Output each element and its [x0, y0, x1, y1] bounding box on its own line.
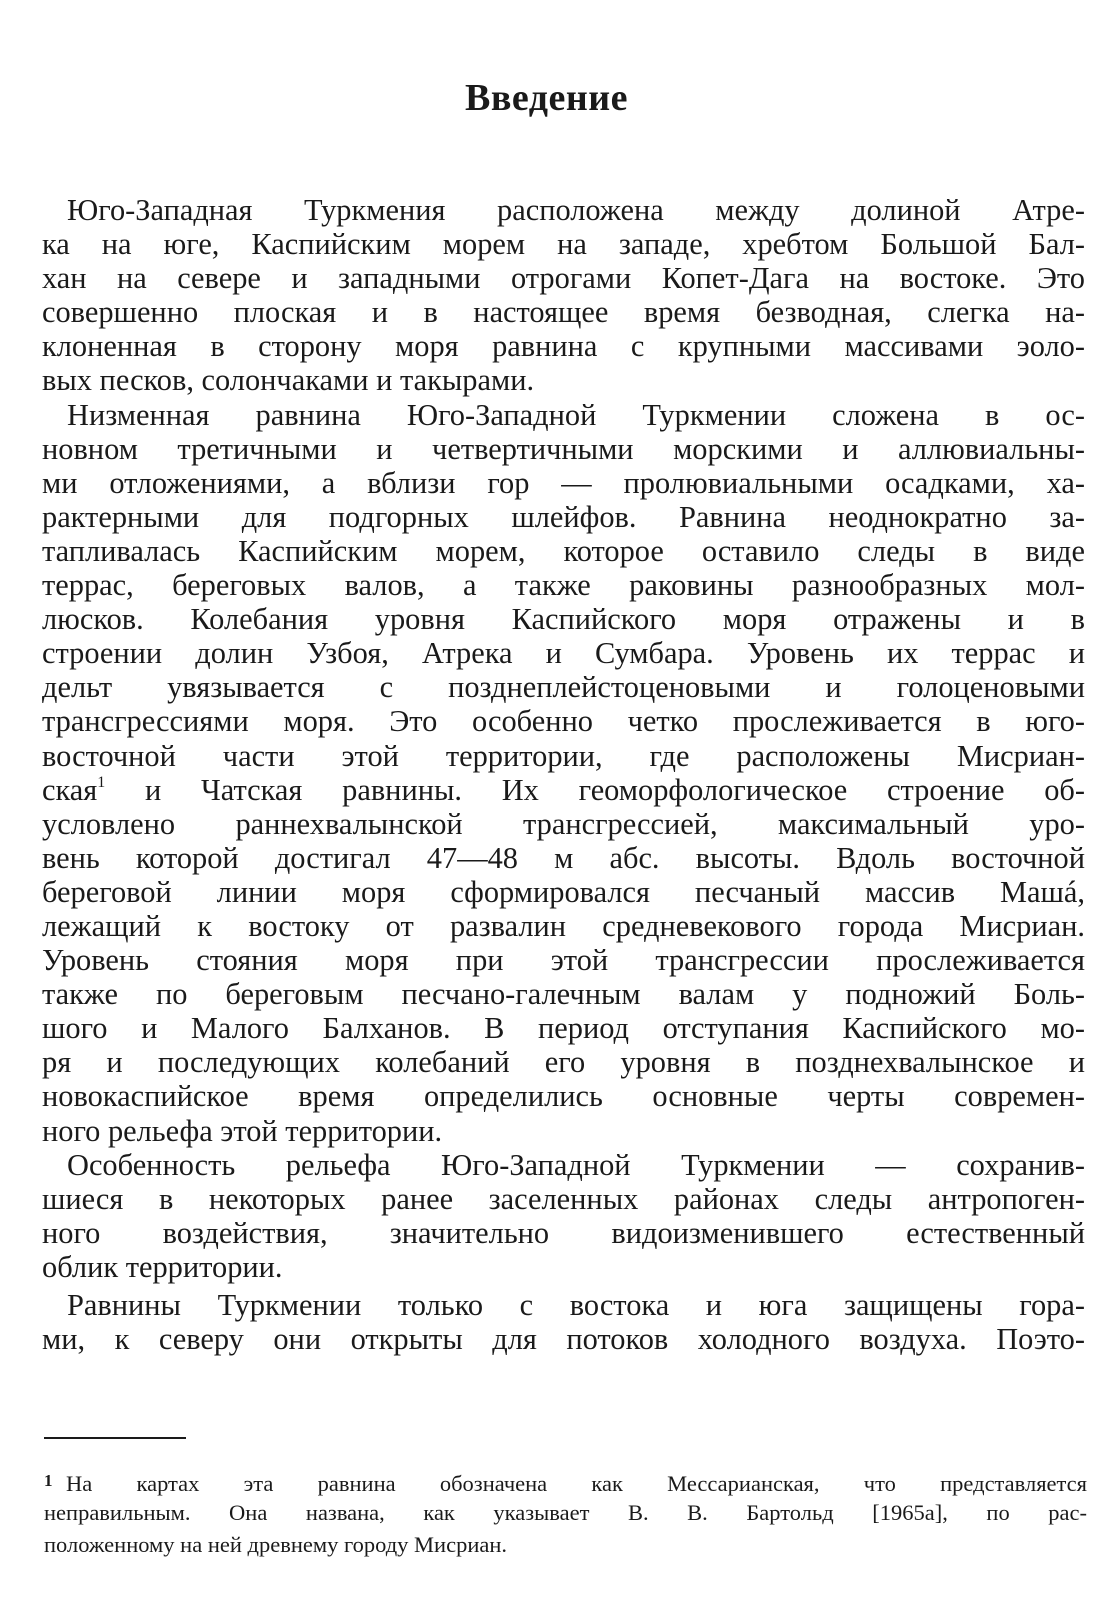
text-line: трансгрессиями моря. Это особенно четко прослеживается в юго- — [42, 704, 1085, 739]
text-line: Особенность рельефа Юго-Западной Туркмении — сохранив- — [67, 1147, 1085, 1182]
text-line: ми, к северу они открыты для потоков холодного воздуха. Поэто- — [42, 1322, 1085, 1357]
text-fragment: ская — [42, 772, 98, 807]
text-fragment: и Чатская равнины. Их геоморфологическое строение об- — [145, 772, 1085, 807]
text-line: береговой линии моря сформировался песчаный массив Машá, — [42, 874, 1085, 909]
text-line: лежащий к востоку от развалин средневекового города Мисриан. — [42, 908, 1085, 943]
text-line: шиеся в некоторых ранее заселенных районах следы антропоген- — [42, 1181, 1085, 1216]
text-line: террас, береговых валов, а также раковины разнообразных мол- — [42, 568, 1085, 603]
text-line: ря и последующих колебаний его уровня в позднехвалынское и — [42, 1045, 1085, 1080]
text-line: ка на юге, Каспийским морем на западе, хребтом Большой Бал- — [42, 227, 1085, 262]
paragraph-1 — [42, 193, 1085, 398]
paragraph-2 — [42, 398, 1085, 1148]
paragraph-4 — [42, 1288, 1085, 1356]
text-line: рактерными для подгорных шлейфов. Равнина неоднократно за- — [42, 499, 1085, 534]
text-line: вень которой достигал 47—48 м абс. высоты. Вдоль восточной — [42, 840, 1085, 875]
text-line: совершенно плоская и в настоящее время безводная, слегка на- — [42, 295, 1085, 330]
footnote-marker: 1 — [44, 1471, 53, 1490]
text-line: Равнины Туркмении только с востока и юга защищены гора- — [67, 1288, 1085, 1322]
footnote — [44, 1465, 1087, 1561]
footnote-divider — [44, 1437, 186, 1439]
body-text — [42, 193, 1085, 1356]
paragraph-3 — [42, 1148, 1085, 1284]
text-line: вых песков, солончаками и такырами. — [42, 363, 535, 398]
footnote-line: неправильным. Она названа, как указывает В. В. Бартольд [1965а], по рас- — [44, 1500, 1087, 1525]
text-line: Юго-Западная Туркмения расположена между долиной Атре- — [67, 193, 1085, 227]
text-line: ного рельефа этой территории. — [42, 1113, 443, 1148]
text-line: также по береговым песчано-галечным валам у подножий Боль- — [42, 977, 1085, 1012]
text-line: хан на севере и западными отрогами Копет-Дага на востоке. Это — [42, 261, 1085, 296]
text-line: Низменная равнина Юго-Западной Туркмении сложена в ос- — [67, 397, 1085, 432]
text-line: восточной части этой территории, где расположены Мисриан- — [42, 738, 1085, 773]
text-line: Уровень стояния моря при этой трансгрессии прослеживается — [42, 943, 1085, 978]
page-title: Введение — [465, 77, 628, 119]
text-line: дельт увязывается с позднеплейстоценовыми и голоценовыми — [42, 670, 1085, 705]
footnote-line — [44, 1465, 1087, 1497]
text-line: новном третичными и четвертичными морскими и аллювиальны- — [42, 431, 1085, 466]
text-line: ного воздействия, значительно видоизменившего естественный — [42, 1215, 1085, 1250]
text-line: ми отложениями, а вблизи гор — пролювиальными осадками, ха- — [42, 465, 1085, 500]
text-line: строении долин Узбоя, Атрека и Сумбара. Уровень их террас и — [42, 636, 1085, 671]
text-line: новокаспийское время определились основные черты современ- — [42, 1079, 1085, 1114]
footnote-reference: 1 — [97, 773, 106, 791]
text-line: тапливалась Каспийским морем, которое оставило следы в виде — [42, 533, 1085, 568]
text-line-with-footnote — [42, 773, 1085, 807]
text-line: облик территории. — [42, 1249, 283, 1284]
text-line: клоненная в сторону моря равнина с крупными массивами эоло- — [42, 329, 1085, 364]
text-line: шого и Малого Балханов. В период отступания Каспийского мо- — [42, 1011, 1085, 1046]
text-line: люсков. Колебания уровня Каспийского моря отражены и в — [42, 602, 1085, 637]
footnote-line: положенному на ней древнему городу Мисриан. — [44, 1532, 508, 1557]
text-line: условлено раннехвалынской трансгрессией, максимальный уро- — [42, 806, 1085, 841]
footnote-text: На картах эта равнина обозначена как Мессарианская, что представляется — [66, 1471, 1087, 1496]
